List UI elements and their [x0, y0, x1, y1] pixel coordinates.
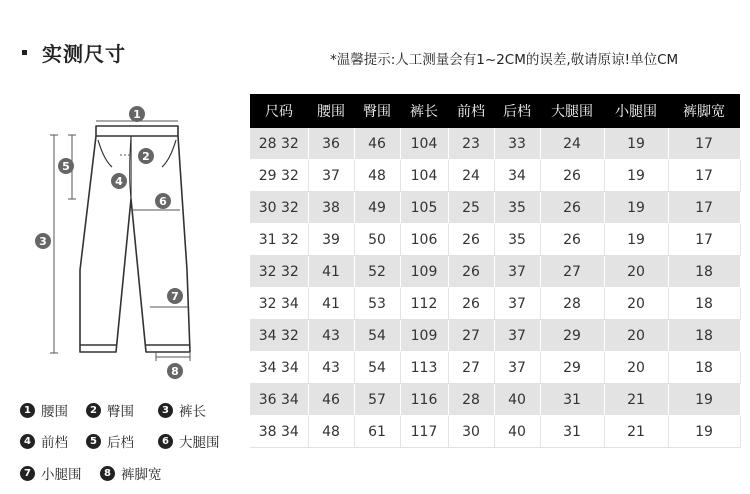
legend-num-icon: 4 [20, 434, 35, 449]
table-row [250, 416, 740, 448]
table-cell: 26 [448, 256, 494, 288]
table-cell: 37 [494, 320, 540, 352]
table-cell: 19 [604, 224, 668, 256]
table-row [250, 288, 740, 320]
table-cell: 26 [448, 224, 494, 256]
table-cell: 105 [400, 192, 448, 224]
table-cell: 17 [668, 128, 740, 160]
table-cell: 17 [668, 160, 740, 192]
header-hip: 臀围 [354, 94, 400, 128]
table-cell: 32 32 [250, 256, 308, 288]
table-cell: 29 [540, 320, 604, 352]
legend-num-icon: 6 [158, 434, 173, 449]
marker-5-icon [58, 158, 74, 174]
header-hem: 裤脚宽 [668, 94, 740, 128]
svg-text:2: 2 [142, 150, 150, 163]
measurement-note: *温馨提示:人工测量会有1~2CM的误差,敬请原谅!单位CM [330, 52, 679, 68]
table-cell: 46 [308, 384, 354, 416]
table-cell: 31 32 [250, 224, 308, 256]
table-cell: 24 [448, 160, 494, 192]
table-cell: 37 [308, 160, 354, 192]
table-cell: 20 [604, 320, 668, 352]
table-cell: 106 [400, 224, 448, 256]
table-cell: 104 [400, 160, 448, 192]
table-cell: 43 [308, 352, 354, 384]
table-cell: 113 [400, 352, 448, 384]
table-cell: 43 [308, 320, 354, 352]
marker-1-icon [129, 106, 145, 122]
page-title: 实测尺寸 [42, 42, 126, 66]
table-cell: 19 [604, 128, 668, 160]
table-cell: 20 [604, 288, 668, 320]
table-cell: 27 [448, 320, 494, 352]
table-cell: 35 [494, 224, 540, 256]
table-cell: 26 [540, 192, 604, 224]
legend-item-waist [20, 400, 68, 420]
legend-item-hip [86, 400, 134, 420]
legend-item-thigh [158, 431, 220, 451]
marker-6-icon [155, 193, 171, 209]
legend-num-icon: 8 [100, 466, 115, 481]
legend-item-front-rise [20, 431, 68, 451]
table-cell: 36 [308, 128, 354, 160]
table-cell: 31 [540, 416, 604, 448]
legend-label: 前档 [41, 435, 68, 451]
table-cell: 50 [354, 224, 400, 256]
table-cell: 30 32 [250, 192, 308, 224]
table-cell: 20 [604, 256, 668, 288]
table-cell: 48 [308, 416, 354, 448]
table-cell: 40 [494, 416, 540, 448]
title-bullet [22, 50, 27, 55]
table-cell: 27 [540, 256, 604, 288]
table-cell: 21 [604, 384, 668, 416]
header-size: 尺码 [250, 94, 308, 128]
table-cell: 30 [448, 416, 494, 448]
marker-7-icon [167, 288, 183, 304]
header-back-rise: 后档 [494, 94, 540, 128]
pants-diagram [0, 95, 250, 395]
table-cell: 116 [400, 384, 448, 416]
table-cell: 26 [540, 224, 604, 256]
legend-label: 臀围 [107, 404, 134, 420]
header-front-rise: 前档 [448, 94, 494, 128]
table-row [250, 384, 740, 416]
header-calf: 小腿围 [604, 94, 668, 128]
legend-label: 裤长 [179, 404, 206, 420]
table-cell: 61 [354, 416, 400, 448]
legend-label: 小腿围 [41, 467, 82, 483]
table-cell: 37 [494, 288, 540, 320]
table-cell: 54 [354, 320, 400, 352]
svg-text:6: 6 [159, 195, 167, 208]
legend-item-calf [20, 463, 82, 483]
header-thigh: 大腿围 [540, 94, 604, 128]
table-cell: 117 [400, 416, 448, 448]
legend-item-length [158, 400, 206, 420]
table-cell: 26 [540, 160, 604, 192]
table-cell: 38 [308, 192, 354, 224]
table-cell: 26 [448, 288, 494, 320]
table-cell: 31 [540, 384, 604, 416]
table-cell: 29 32 [250, 160, 308, 192]
table-cell: 33 [494, 128, 540, 160]
table-cell: 27 [448, 352, 494, 384]
legend-label: 裤脚宽 [121, 467, 162, 483]
table-cell: 18 [668, 320, 740, 352]
size-table [250, 94, 741, 448]
legend-label: 腰围 [41, 404, 68, 420]
svg-text:4: 4 [115, 175, 123, 188]
table-cell: 46 [354, 128, 400, 160]
table-row [250, 128, 740, 160]
header-waist: 腰围 [308, 94, 354, 128]
table-row [250, 352, 740, 384]
table-cell: 19 [604, 192, 668, 224]
svg-text:7: 7 [171, 290, 179, 303]
legend-item-hem [100, 463, 162, 483]
svg-text:8: 8 [171, 365, 179, 378]
table-cell: 18 [668, 352, 740, 384]
table-row [250, 160, 740, 192]
table-cell: 104 [400, 128, 448, 160]
table-cell: 34 34 [250, 352, 308, 384]
table-cell: 23 [448, 128, 494, 160]
legend-num-icon: 7 [20, 466, 35, 481]
legend-label: 后档 [107, 435, 134, 451]
table-cell: 29 [540, 352, 604, 384]
table-cell: 17 [668, 192, 740, 224]
table-cell: 109 [400, 320, 448, 352]
svg-text:1: 1 [133, 108, 141, 121]
table-cell: 28 32 [250, 128, 308, 160]
table-cell: 52 [354, 256, 400, 288]
svg-text:3: 3 [39, 235, 47, 248]
table-cell: 18 [668, 256, 740, 288]
table-cell: 18 [668, 288, 740, 320]
table-cell: 17 [668, 224, 740, 256]
table-cell: 19 [604, 160, 668, 192]
table-row [250, 320, 740, 352]
table-cell: 28 [540, 288, 604, 320]
table-cell: 57 [354, 384, 400, 416]
table-cell: 20 [604, 352, 668, 384]
legend-label: 大腿围 [179, 435, 220, 451]
legend-item-back-rise [86, 431, 134, 451]
table-cell: 53 [354, 288, 400, 320]
marker-4-icon [111, 173, 127, 189]
table-row [250, 224, 740, 256]
table-cell: 24 [540, 128, 604, 160]
legend-num-icon: 5 [86, 434, 101, 449]
table-cell: 19 [668, 384, 740, 416]
header-length: 裤长 [400, 94, 448, 128]
marker-2-icon [138, 148, 154, 164]
table-cell: 35 [494, 192, 540, 224]
table-cell: 38 34 [250, 416, 308, 448]
table-cell: 112 [400, 288, 448, 320]
svg-text:5: 5 [62, 160, 70, 173]
table-cell: 49 [354, 192, 400, 224]
table-cell: 109 [400, 256, 448, 288]
table-cell: 34 [494, 160, 540, 192]
table-cell: 34 32 [250, 320, 308, 352]
table-row [250, 192, 740, 224]
table-cell: 41 [308, 288, 354, 320]
legend-num-icon: 3 [158, 403, 173, 418]
table-cell: 54 [354, 352, 400, 384]
marker-8-icon [167, 363, 183, 379]
table-header-row [250, 94, 740, 128]
table-cell: 36 34 [250, 384, 308, 416]
table-cell: 32 34 [250, 288, 308, 320]
legend-num-icon: 2 [86, 403, 101, 418]
table-cell: 40 [494, 384, 540, 416]
table-body [250, 128, 740, 448]
table-cell: 39 [308, 224, 354, 256]
marker-3-icon [35, 233, 51, 249]
table-row [250, 256, 740, 288]
table-cell: 41 [308, 256, 354, 288]
table-cell: 48 [354, 160, 400, 192]
table-cell: 37 [494, 256, 540, 288]
table-cell: 37 [494, 352, 540, 384]
table-cell: 21 [604, 416, 668, 448]
table-cell: 25 [448, 192, 494, 224]
legend-num-icon: 1 [20, 403, 35, 418]
table-cell: 28 [448, 384, 494, 416]
table-cell: 19 [668, 416, 740, 448]
